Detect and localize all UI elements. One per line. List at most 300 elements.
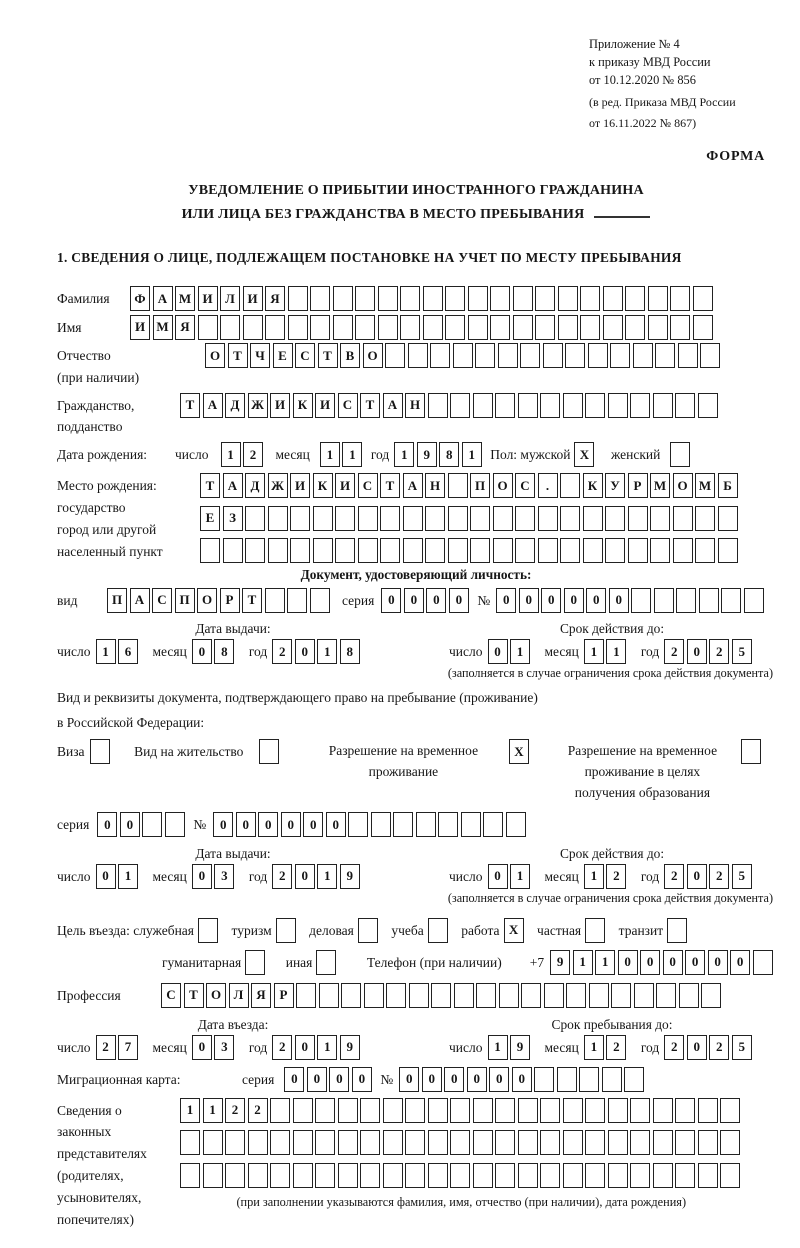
- representatives-cells-row3-cell-12[interactable]: [450, 1163, 470, 1188]
- iddoc-series-cells-cell-0[interactable]: 0: [381, 588, 401, 613]
- representatives-cells-row3-cell-16[interactable]: [540, 1163, 560, 1188]
- representatives-cells-row1-cell-20[interactable]: [630, 1098, 650, 1123]
- representatives-cells-row1-cell-24[interactable]: [720, 1098, 740, 1123]
- permit-issue-year-cells-cell-1[interactable]: 0: [295, 864, 315, 889]
- entry-month-cells-cell-0[interactable]: 0: [192, 1035, 212, 1060]
- permit-number-cells-cell-10[interactable]: [438, 812, 458, 837]
- surname-cells-cell-24[interactable]: [670, 286, 690, 311]
- iddoc-kind-cells-cell-1[interactable]: А: [130, 588, 150, 613]
- birthplace-cells-row2-cell-16[interactable]: [560, 506, 580, 531]
- iddoc-kind-cells-cell-9[interactable]: [310, 588, 330, 613]
- firstname-cells-cell-7[interactable]: [288, 315, 308, 340]
- representatives-cells-row3-cell-22[interactable]: [675, 1163, 695, 1188]
- permit-number-cells-cell-4[interactable]: 0: [303, 812, 323, 837]
- citizenship-cells-cell-21[interactable]: [653, 393, 673, 418]
- firstname-cells-cell-11[interactable]: [378, 315, 398, 340]
- phone-cells-cell-1[interactable]: 1: [573, 950, 593, 975]
- birthplace-cells-row1-cell-15[interactable]: .: [538, 473, 558, 498]
- representatives-cells-row3-cell-20[interactable]: [630, 1163, 650, 1188]
- permit-issue-year-cells-cell-3[interactable]: 9: [340, 864, 360, 889]
- birthplace-cells-row2-cell-20[interactable]: [650, 506, 670, 531]
- migcard-number-cells-cell-1[interactable]: 0: [422, 1067, 442, 1092]
- permit-number-cells-cell-3[interactable]: 0: [281, 812, 301, 837]
- iddoc-number-cells-cell-7[interactable]: [654, 588, 674, 613]
- birthplace-cells-row1-cell-10[interactable]: Н: [425, 473, 445, 498]
- iddoc-issue-day-cells-cell-0[interactable]: 1: [96, 639, 116, 664]
- birthplace-cells-row3-cell-17[interactable]: [583, 538, 603, 563]
- entry-year-cells-cell-0[interactable]: 2: [272, 1035, 292, 1060]
- birthdate-month-cells-cell-0[interactable]: 1: [320, 442, 340, 467]
- firstname-cells-cell-10[interactable]: [355, 315, 375, 340]
- citizenship-cells-cell-18[interactable]: [585, 393, 605, 418]
- rvpo-checkbox-cell-0[interactable]: [741, 739, 761, 764]
- firstname-cells-cell-0[interactable]: И: [130, 315, 150, 340]
- phone-cells-cell-8[interactable]: 0: [730, 950, 750, 975]
- entry-year-cells-cell-2[interactable]: 1: [317, 1035, 337, 1060]
- representatives-cells-row1-cell-8[interactable]: [360, 1098, 380, 1123]
- patronymic-cells-cell-15[interactable]: [543, 343, 563, 368]
- citizenship-cells-cell-0[interactable]: Т: [180, 393, 200, 418]
- profession-cells-cell-9[interactable]: [364, 983, 384, 1008]
- iddoc-number-cells-cell-1[interactable]: 0: [519, 588, 539, 613]
- birthplace-cells-row1-cell-17[interactable]: К: [583, 473, 603, 498]
- citizenship-cells-cell-14[interactable]: [495, 393, 515, 418]
- birthplace-cells-row1-cell-5[interactable]: К: [313, 473, 333, 498]
- firstname-cells-cell-4[interactable]: [220, 315, 240, 340]
- birthplace-cells-row3-cell-4[interactable]: [290, 538, 310, 563]
- representatives-cells-row3-cell-6[interactable]: [315, 1163, 335, 1188]
- representatives-cells-row1-cell-9[interactable]: [383, 1098, 403, 1123]
- iddoc-issue-year-cells-cell-3[interactable]: 8: [340, 639, 360, 664]
- citizenship-cells-cell-11[interactable]: [428, 393, 448, 418]
- iddoc-kind-cells-cell-5[interactable]: Р: [220, 588, 240, 613]
- profession-cells-cell-11[interactable]: [409, 983, 429, 1008]
- birthplace-cells-row2-cell-6[interactable]: [335, 506, 355, 531]
- profession-cells-cell-15[interactable]: [499, 983, 519, 1008]
- patronymic-cells-cell-9[interactable]: [408, 343, 428, 368]
- permit-valid-month-cells-cell-1[interactable]: 2: [606, 864, 626, 889]
- birthplace-cells-row1-cell-14[interactable]: С: [515, 473, 535, 498]
- iddoc-valid-day-cells-cell-0[interactable]: 0: [488, 639, 508, 664]
- phone-cells-cell-9[interactable]: [753, 950, 773, 975]
- representatives-cells-row3-cell-3[interactable]: [248, 1163, 268, 1188]
- firstname-cells-cell-21[interactable]: [603, 315, 623, 340]
- permit-valid-year-cells-cell-3[interactable]: 5: [732, 864, 752, 889]
- migcard-series-cells-cell-0[interactable]: 0: [284, 1067, 304, 1092]
- representatives-cells-row2-cell-0[interactable]: [180, 1130, 200, 1155]
- patronymic-cells-cell-16[interactable]: [565, 343, 585, 368]
- iddoc-series-cells-cell-2[interactable]: 0: [426, 588, 446, 613]
- birthdate-day-cells-cell-1[interactable]: 2: [243, 442, 263, 467]
- profession-cells-cell-18[interactable]: [566, 983, 586, 1008]
- representatives-cells-row1-cell-1[interactable]: 1: [203, 1098, 223, 1123]
- permit-valid-day-cells-cell-1[interactable]: 1: [510, 864, 530, 889]
- iddoc-valid-month-cells-cell-1[interactable]: 1: [606, 639, 626, 664]
- profession-cells-cell-24[interactable]: [701, 983, 721, 1008]
- permit-valid-year-cells-cell-0[interactable]: 2: [664, 864, 684, 889]
- iddoc-valid-year-cells-cell-3[interactable]: 5: [732, 639, 752, 664]
- firstname-cells-cell-15[interactable]: [468, 315, 488, 340]
- birthplace-cells-row3-cell-7[interactable]: [358, 538, 378, 563]
- representatives-cells-row1-cell-12[interactable]: [450, 1098, 470, 1123]
- iddoc-kind-cells-cell-0[interactable]: П: [107, 588, 127, 613]
- birthplace-cells-row2-cell-23[interactable]: [718, 506, 738, 531]
- birthplace-cells-row2-cell-1[interactable]: З: [223, 506, 243, 531]
- representatives-cells-row2-cell-4[interactable]: [270, 1130, 290, 1155]
- patronymic-cells-cell-22[interactable]: [700, 343, 720, 368]
- representatives-cells-row3-cell-4[interactable]: [270, 1163, 290, 1188]
- patronymic-cells-cell-1[interactable]: Т: [228, 343, 248, 368]
- stay-month-cells-cell-1[interactable]: 2: [606, 1035, 626, 1060]
- representatives-cells-row1-cell-16[interactable]: [540, 1098, 560, 1123]
- migcard-number-cells-cell-2[interactable]: 0: [444, 1067, 464, 1092]
- birthplace-cells-row2-cell-17[interactable]: [583, 506, 603, 531]
- birthplace-cells-row1-cell-23[interactable]: Б: [718, 473, 738, 498]
- firstname-cells-cell-3[interactable]: [198, 315, 218, 340]
- birthplace-cells-row3-cell-9[interactable]: [403, 538, 423, 563]
- iddoc-issue-year-cells-cell-1[interactable]: 0: [295, 639, 315, 664]
- birthplace-cells-row3-cell-15[interactable]: [538, 538, 558, 563]
- birthplace-cells-row3-cell-12[interactable]: [470, 538, 490, 563]
- firstname-cells-cell-14[interactable]: [445, 315, 465, 340]
- firstname-cells-cell-17[interactable]: [513, 315, 533, 340]
- firstname-cells-cell-1[interactable]: М: [153, 315, 173, 340]
- birthplace-cells-row2-cell-15[interactable]: [538, 506, 558, 531]
- iddoc-valid-month-cells-cell-0[interactable]: 1: [584, 639, 604, 664]
- birthdate-year-cells-cell-2[interactable]: 8: [439, 442, 459, 467]
- representatives-cells-row3-cell-21[interactable]: [653, 1163, 673, 1188]
- migcard-number-cells-cell-10[interactable]: [624, 1067, 644, 1092]
- representatives-cells-row2-cell-3[interactable]: [248, 1130, 268, 1155]
- representatives-cells-row1-cell-2[interactable]: 2: [225, 1098, 245, 1123]
- birthplace-cells-row1-cell-20[interactable]: М: [650, 473, 670, 498]
- permit-number-cells-cell-6[interactable]: [348, 812, 368, 837]
- representatives-cells-row3-cell-5[interactable]: [293, 1163, 313, 1188]
- purpose-private-checkbox-cell-0[interactable]: [585, 918, 605, 943]
- representatives-cells-row2-cell-22[interactable]: [675, 1130, 695, 1155]
- permit-issue-day-cells-cell-1[interactable]: 1: [118, 864, 138, 889]
- entry-year-cells-cell-1[interactable]: 0: [295, 1035, 315, 1060]
- purpose-tourism-checkbox-cell-0[interactable]: [276, 918, 296, 943]
- phone-cells-cell-6[interactable]: 0: [685, 950, 705, 975]
- citizenship-cells-cell-19[interactable]: [608, 393, 628, 418]
- permit-valid-year-cells-cell-2[interactable]: 2: [709, 864, 729, 889]
- citizenship-cells-cell-7[interactable]: С: [338, 393, 358, 418]
- iddoc-issue-day-cells-cell-1[interactable]: 6: [118, 639, 138, 664]
- patronymic-cells-cell-14[interactable]: [520, 343, 540, 368]
- citizenship-cells-cell-6[interactable]: И: [315, 393, 335, 418]
- birthplace-cells-row2-cell-21[interactable]: [673, 506, 693, 531]
- profession-cells-cell-7[interactable]: [319, 983, 339, 1008]
- birthdate-year-cells-cell-0[interactable]: 1: [394, 442, 414, 467]
- visa-checkbox-cell-0[interactable]: [90, 739, 110, 764]
- profession-cells-cell-0[interactable]: С: [161, 983, 181, 1008]
- permit-issue-month-cells-cell-0[interactable]: 0: [192, 864, 212, 889]
- migcard-number-cells-cell-3[interactable]: 0: [467, 1067, 487, 1092]
- representatives-cells-row1-cell-10[interactable]: [405, 1098, 425, 1123]
- surname-cells-cell-19[interactable]: [558, 286, 578, 311]
- birthplace-cells-row1-cell-3[interactable]: Ж: [268, 473, 288, 498]
- representatives-cells-row2-cell-11[interactable]: [428, 1130, 448, 1155]
- representatives-cells-row3-cell-23[interactable]: [698, 1163, 718, 1188]
- representatives-cells-row1-cell-21[interactable]: [653, 1098, 673, 1123]
- surname-cells-cell-8[interactable]: [310, 286, 330, 311]
- surname-cells-cell-23[interactable]: [648, 286, 668, 311]
- birthplace-cells-row1-cell-12[interactable]: П: [470, 473, 490, 498]
- iddoc-valid-year-cells-cell-2[interactable]: 2: [709, 639, 729, 664]
- surname-cells-cell-13[interactable]: [423, 286, 443, 311]
- birthplace-cells-row2-cell-12[interactable]: [470, 506, 490, 531]
- birthplace-cells-row2-cell-2[interactable]: [245, 506, 265, 531]
- profession-cells-cell-20[interactable]: [611, 983, 631, 1008]
- representatives-cells-row3-cell-15[interactable]: [518, 1163, 538, 1188]
- migcard-number-cells-cell-8[interactable]: [579, 1067, 599, 1092]
- firstname-cells-cell-5[interactable]: [243, 315, 263, 340]
- birthplace-cells-row3-cell-10[interactable]: [425, 538, 445, 563]
- representatives-cells-row3-cell-13[interactable]: [473, 1163, 493, 1188]
- surname-cells-cell-6[interactable]: Я: [265, 286, 285, 311]
- birthplace-cells-row3-cell-23[interactable]: [718, 538, 738, 563]
- representatives-cells-row2-cell-5[interactable]: [293, 1130, 313, 1155]
- citizenship-cells-cell-1[interactable]: А: [203, 393, 223, 418]
- permit-valid-year-cells-cell-1[interactable]: 0: [687, 864, 707, 889]
- birthplace-cells-row2-cell-13[interactable]: [493, 506, 513, 531]
- permit-issue-month-cells-cell-1[interactable]: 3: [214, 864, 234, 889]
- entry-year-cells-cell-3[interactable]: 9: [340, 1035, 360, 1060]
- iddoc-kind-cells-cell-8[interactable]: [287, 588, 307, 613]
- surname-cells-cell-14[interactable]: [445, 286, 465, 311]
- patronymic-cells-cell-7[interactable]: О: [363, 343, 383, 368]
- permit-number-cells-cell-9[interactable]: [416, 812, 436, 837]
- migcard-number-cells-cell-6[interactable]: [534, 1067, 554, 1092]
- representatives-cells-row3-cell-9[interactable]: [383, 1163, 403, 1188]
- birthplace-cells-row2-cell-10[interactable]: [425, 506, 445, 531]
- birthplace-cells-row2-cell-4[interactable]: [290, 506, 310, 531]
- surname-cells-cell-25[interactable]: [693, 286, 713, 311]
- birthplace-cells-row3-cell-19[interactable]: [628, 538, 648, 563]
- birthplace-cells-row3-cell-21[interactable]: [673, 538, 693, 563]
- birthplace-cells-row1-cell-18[interactable]: У: [605, 473, 625, 498]
- profession-cells-cell-21[interactable]: [634, 983, 654, 1008]
- representatives-cells-row1-cell-11[interactable]: [428, 1098, 448, 1123]
- profession-cells-cell-4[interactable]: Я: [251, 983, 271, 1008]
- representatives-cells-row2-cell-24[interactable]: [720, 1130, 740, 1155]
- birthplace-cells-row1-cell-22[interactable]: М: [695, 473, 715, 498]
- permit-valid-day-cells-cell-0[interactable]: 0: [488, 864, 508, 889]
- birthplace-cells-row2-cell-18[interactable]: [605, 506, 625, 531]
- migcard-series-cells-cell-1[interactable]: 0: [307, 1067, 327, 1092]
- profession-cells-cell-6[interactable]: [296, 983, 316, 1008]
- representatives-cells-row2-cell-12[interactable]: [450, 1130, 470, 1155]
- birthplace-cells-row1-cell-8[interactable]: Т: [380, 473, 400, 498]
- birthplace-cells-row1-cell-9[interactable]: А: [403, 473, 423, 498]
- permit-number-cells-cell-11[interactable]: [461, 812, 481, 837]
- surname-cells-cell-21[interactable]: [603, 286, 623, 311]
- iddoc-kind-cells-cell-3[interactable]: П: [175, 588, 195, 613]
- representatives-cells-row3-cell-14[interactable]: [495, 1163, 515, 1188]
- firstname-cells-cell-22[interactable]: [625, 315, 645, 340]
- firstname-cells-cell-24[interactable]: [670, 315, 690, 340]
- citizenship-cells-cell-23[interactable]: [698, 393, 718, 418]
- surname-cells-cell-22[interactable]: [625, 286, 645, 311]
- representatives-cells-row1-cell-17[interactable]: [563, 1098, 583, 1123]
- purpose-study-checkbox-cell-0[interactable]: [428, 918, 448, 943]
- citizenship-cells-cell-2[interactable]: Д: [225, 393, 245, 418]
- representatives-cells-row3-cell-11[interactable]: [428, 1163, 448, 1188]
- profession-cells-cell-19[interactable]: [589, 983, 609, 1008]
- phone-cells-cell-2[interactable]: 1: [595, 950, 615, 975]
- representatives-cells-row1-cell-23[interactable]: [698, 1098, 718, 1123]
- profession-cells-cell-5[interactable]: Р: [274, 983, 294, 1008]
- citizenship-cells-cell-9[interactable]: А: [383, 393, 403, 418]
- patronymic-cells-cell-3[interactable]: Е: [273, 343, 293, 368]
- patronymic-cells-cell-5[interactable]: Т: [318, 343, 338, 368]
- birthdate-year-cells-cell-3[interactable]: 1: [462, 442, 482, 467]
- birthplace-cells-row2-cell-3[interactable]: [268, 506, 288, 531]
- stay-year-cells-cell-0[interactable]: 2: [664, 1035, 684, 1060]
- citizenship-cells-cell-3[interactable]: Ж: [248, 393, 268, 418]
- birthplace-cells-row1-cell-11[interactable]: [448, 473, 468, 498]
- stay-year-cells-cell-3[interactable]: 5: [732, 1035, 752, 1060]
- iddoc-number-cells-cell-4[interactable]: 0: [586, 588, 606, 613]
- profession-cells-cell-22[interactable]: [656, 983, 676, 1008]
- representatives-cells-row1-cell-19[interactable]: [608, 1098, 628, 1123]
- profession-cells-cell-3[interactable]: Л: [229, 983, 249, 1008]
- permit-series-cells-cell-0[interactable]: 0: [97, 812, 117, 837]
- representatives-cells-row2-cell-2[interactable]: [225, 1130, 245, 1155]
- surname-cells-cell-10[interactable]: [355, 286, 375, 311]
- representatives-cells-row2-cell-10[interactable]: [405, 1130, 425, 1155]
- firstname-cells-cell-25[interactable]: [693, 315, 713, 340]
- iddoc-number-cells-cell-8[interactable]: [676, 588, 696, 613]
- firstname-cells-cell-16[interactable]: [490, 315, 510, 340]
- purpose-work-checkbox-cell-0[interactable]: X: [504, 918, 524, 943]
- phone-cells-cell-0[interactable]: 9: [550, 950, 570, 975]
- purpose-official-checkbox-cell-0[interactable]: [198, 918, 218, 943]
- purpose-business-checkbox-cell-0[interactable]: [358, 918, 378, 943]
- birthplace-cells-row3-cell-0[interactable]: [200, 538, 220, 563]
- citizenship-cells-cell-12[interactable]: [450, 393, 470, 418]
- firstname-cells-cell-23[interactable]: [648, 315, 668, 340]
- iddoc-kind-cells-cell-6[interactable]: Т: [242, 588, 262, 613]
- representatives-cells-row3-cell-0[interactable]: [180, 1163, 200, 1188]
- permit-number-cells-cell-0[interactable]: 0: [213, 812, 233, 837]
- patronymic-cells-cell-2[interactable]: Ч: [250, 343, 270, 368]
- birthplace-cells-row1-cell-13[interactable]: О: [493, 473, 513, 498]
- phone-cells-cell-4[interactable]: 0: [640, 950, 660, 975]
- patronymic-cells-cell-8[interactable]: [385, 343, 405, 368]
- birthdate-day-cells-cell-0[interactable]: 1: [221, 442, 241, 467]
- migcard-number-cells-cell-7[interactable]: [557, 1067, 577, 1092]
- iddoc-issue-year-cells-cell-2[interactable]: 1: [317, 639, 337, 664]
- representatives-cells-row1-cell-14[interactable]: [495, 1098, 515, 1123]
- representatives-cells-row2-cell-1[interactable]: [203, 1130, 223, 1155]
- entry-day-cells-cell-1[interactable]: 7: [118, 1035, 138, 1060]
- representatives-cells-row2-cell-8[interactable]: [360, 1130, 380, 1155]
- permit-number-cells-cell-12[interactable]: [483, 812, 503, 837]
- iddoc-issue-month-cells-cell-0[interactable]: 0: [192, 639, 212, 664]
- representatives-cells-row1-cell-13[interactable]: [473, 1098, 493, 1123]
- citizenship-cells-cell-4[interactable]: И: [270, 393, 290, 418]
- representatives-cells-row3-cell-8[interactable]: [360, 1163, 380, 1188]
- birthplace-cells-row2-cell-5[interactable]: [313, 506, 333, 531]
- birthplace-cells-row1-cell-21[interactable]: О: [673, 473, 693, 498]
- profession-cells-cell-23[interactable]: [679, 983, 699, 1008]
- iddoc-kind-cells-cell-4[interactable]: О: [197, 588, 217, 613]
- iddoc-number-cells-cell-10[interactable]: [721, 588, 741, 613]
- surname-cells-cell-4[interactable]: Л: [220, 286, 240, 311]
- surname-cells-cell-16[interactable]: [490, 286, 510, 311]
- purpose-other-checkbox-cell-0[interactable]: [316, 950, 336, 975]
- birthplace-cells-row3-cell-8[interactable]: [380, 538, 400, 563]
- birthplace-cells-row2-cell-8[interactable]: [380, 506, 400, 531]
- profession-cells-cell-1[interactable]: Т: [184, 983, 204, 1008]
- citizenship-cells-cell-5[interactable]: К: [293, 393, 313, 418]
- patronymic-cells-cell-19[interactable]: [633, 343, 653, 368]
- permit-series-cells-cell-1[interactable]: 0: [120, 812, 140, 837]
- representatives-cells-row1-cell-15[interactable]: [518, 1098, 538, 1123]
- phone-cells-cell-3[interactable]: 0: [618, 950, 638, 975]
- representatives-cells-row2-cell-23[interactable]: [698, 1130, 718, 1155]
- patronymic-cells-cell-21[interactable]: [678, 343, 698, 368]
- birthplace-cells-row1-cell-2[interactable]: Д: [245, 473, 265, 498]
- firstname-cells-cell-8[interactable]: [310, 315, 330, 340]
- profession-cells-cell-16[interactable]: [521, 983, 541, 1008]
- permit-number-cells-cell-5[interactable]: 0: [326, 812, 346, 837]
- birthplace-cells-row3-cell-2[interactable]: [245, 538, 265, 563]
- permit-number-cells-cell-2[interactable]: 0: [258, 812, 278, 837]
- profession-cells-cell-14[interactable]: [476, 983, 496, 1008]
- profession-cells-cell-12[interactable]: [431, 983, 451, 1008]
- migcard-number-cells-cell-4[interactable]: 0: [489, 1067, 509, 1092]
- migcard-series-cells-cell-2[interactable]: 0: [329, 1067, 349, 1092]
- rvp-checkbox-cell-0[interactable]: X: [509, 739, 529, 764]
- iddoc-number-cells-cell-3[interactable]: 0: [564, 588, 584, 613]
- iddoc-number-cells-cell-2[interactable]: 0: [541, 588, 561, 613]
- firstname-cells-cell-12[interactable]: [400, 315, 420, 340]
- firstname-cells-cell-6[interactable]: [265, 315, 285, 340]
- birthplace-cells-row1-cell-16[interactable]: [560, 473, 580, 498]
- iddoc-series-cells-cell-1[interactable]: 0: [404, 588, 424, 613]
- stay-month-cells-cell-0[interactable]: 1: [584, 1035, 604, 1060]
- birthplace-cells-row2-cell-14[interactable]: [515, 506, 535, 531]
- representatives-cells-row3-cell-18[interactable]: [585, 1163, 605, 1188]
- representatives-cells-row2-cell-21[interactable]: [653, 1130, 673, 1155]
- birthplace-cells-row3-cell-18[interactable]: [605, 538, 625, 563]
- iddoc-kind-cells-cell-7[interactable]: [265, 588, 285, 613]
- birthplace-cells-row2-cell-22[interactable]: [695, 506, 715, 531]
- citizenship-cells-cell-22[interactable]: [675, 393, 695, 418]
- iddoc-number-cells-cell-6[interactable]: [631, 588, 651, 613]
- sex-male-checkbox-cell-0[interactable]: X: [574, 442, 594, 467]
- representatives-cells-row2-cell-13[interactable]: [473, 1130, 493, 1155]
- sex-female-checkbox-cell-0[interactable]: [670, 442, 690, 467]
- profession-cells-cell-8[interactable]: [341, 983, 361, 1008]
- representatives-cells-row3-cell-1[interactable]: [203, 1163, 223, 1188]
- birthplace-cells-row3-cell-3[interactable]: [268, 538, 288, 563]
- representatives-cells-row1-cell-22[interactable]: [675, 1098, 695, 1123]
- firstname-cells-cell-9[interactable]: [333, 315, 353, 340]
- birthplace-cells-row2-cell-0[interactable]: Е: [200, 506, 220, 531]
- representatives-cells-row3-cell-7[interactable]: [338, 1163, 358, 1188]
- firstname-cells-cell-13[interactable]: [423, 315, 443, 340]
- firstname-cells-cell-2[interactable]: Я: [175, 315, 195, 340]
- patronymic-cells-cell-11[interactable]: [453, 343, 473, 368]
- birthplace-cells-row3-cell-5[interactable]: [313, 538, 333, 563]
- firstname-cells-cell-19[interactable]: [558, 315, 578, 340]
- iddoc-valid-year-cells-cell-0[interactable]: 2: [664, 639, 684, 664]
- representatives-cells-row3-cell-24[interactable]: [720, 1163, 740, 1188]
